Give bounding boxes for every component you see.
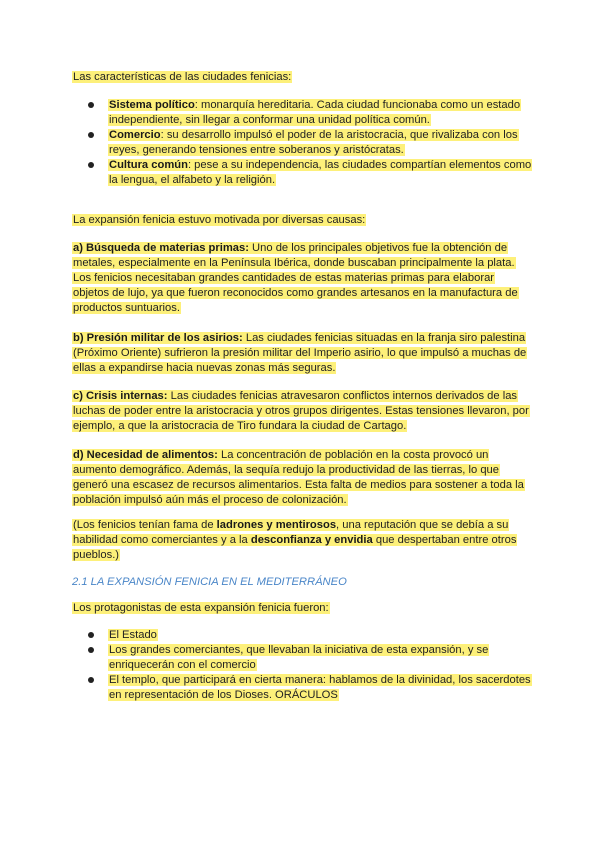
protagonists-intro: Los protagonistas de esta expansión fenicia fueron:: [73, 602, 329, 614]
bullet-icon: [88, 677, 94, 683]
cause-paragraph: a) Búsqueda de materias primas: Uno de los principales objetivos fue la obtención de metales, especialmente en la Península Ibérica, donde buscaban principalmente la plata. Los fenicios necesitaban grandes cantidades de estas materias primas para elaborar objetos de lujo, ya que fueron reconocidos como grandes artesanos en la manufactura de productos suntuarios.: [73, 242, 518, 314]
bullet-icon: [88, 647, 94, 653]
characteristics-list: [72, 98, 532, 188]
intro-paragraph: [72, 70, 532, 85]
bullet-icon: [88, 162, 94, 168]
note-paragraph: (Los fenicios tenían fama de ladrones y mentirosos, una reputación que se debía a su habilidad como comerciantes y a la desconfianza y envidia que despertaban entre otros pueblos.): [73, 519, 517, 561]
list-item: Cultura común: pese a su independencia, las ciudades compartían elementos como la lengua, el alfabeto y la religión.: [72, 158, 532, 188]
list-item: Comercio: su desarrollo impulsó el poder de la aristocracia, que rivalizaba con los reyes, generando tensiones entre soberanos y aristócratas.: [72, 128, 532, 158]
cause-paragraph: c) Crisis internas: Las ciudades fenicias atravesaron conflictos internos derivados de las luchas de poder entre la aristocracia y otros grupos dirigentes. Estas tensiones llevaron, por ejemplo, a que la aristocracia de Tiro fundara la ciudad de Cartago.: [73, 390, 529, 432]
cause-paragraph: b) Presión militar de los asirios: Las ciudades fenicias situadas en la franja siro palestina (Próximo Oriente) sufrieron la presión militar del Imperio asirio, lo que impulsó a muchas de ellas a expandirse hacia nuevas zonas más seguras.: [73, 332, 527, 374]
bullet-icon: [88, 132, 94, 138]
bullet-icon: [88, 102, 94, 108]
intro-text: Las características de las ciudades fenicias:: [73, 71, 292, 83]
expansion-intro: La expansión fenicia estuvo motivada por diversas causas:: [73, 214, 366, 226]
protagonists-list: [72, 628, 532, 703]
bullet-icon: [88, 632, 94, 638]
list-item: Sistema político: monarquía hereditaria. Cada ciudad funcionaba como un estado independiente, sin llegar a conformar una unidad política común.: [72, 98, 532, 128]
cause-paragraph: d) Necesidad de alimentos: La concentración de población en la costa provocó un aumento demográfico. Además, la sequía redujo la productividad de las tierras, lo que generó una escasez de recursos alimentarios. Esta falta de medios para sostener a toda la población impulsó aún más el proceso de colonización.: [73, 449, 524, 506]
list-item: Los grandes comerciantes, que llevaban la iniciativa de esta expansión, y se enriquecerán con el comercio: [72, 643, 532, 673]
section-heading: 2.1 LA EXPANSIÓN FENICIA EN EL MEDITERRÁNEO: [72, 576, 347, 588]
list-item: El templo, que participará en cierta manera: hablamos de la divinidad, los sacerdotes en representación de los Dioses. ORÁCULOS: [72, 673, 532, 703]
list-item: El Estado: [72, 628, 532, 643]
